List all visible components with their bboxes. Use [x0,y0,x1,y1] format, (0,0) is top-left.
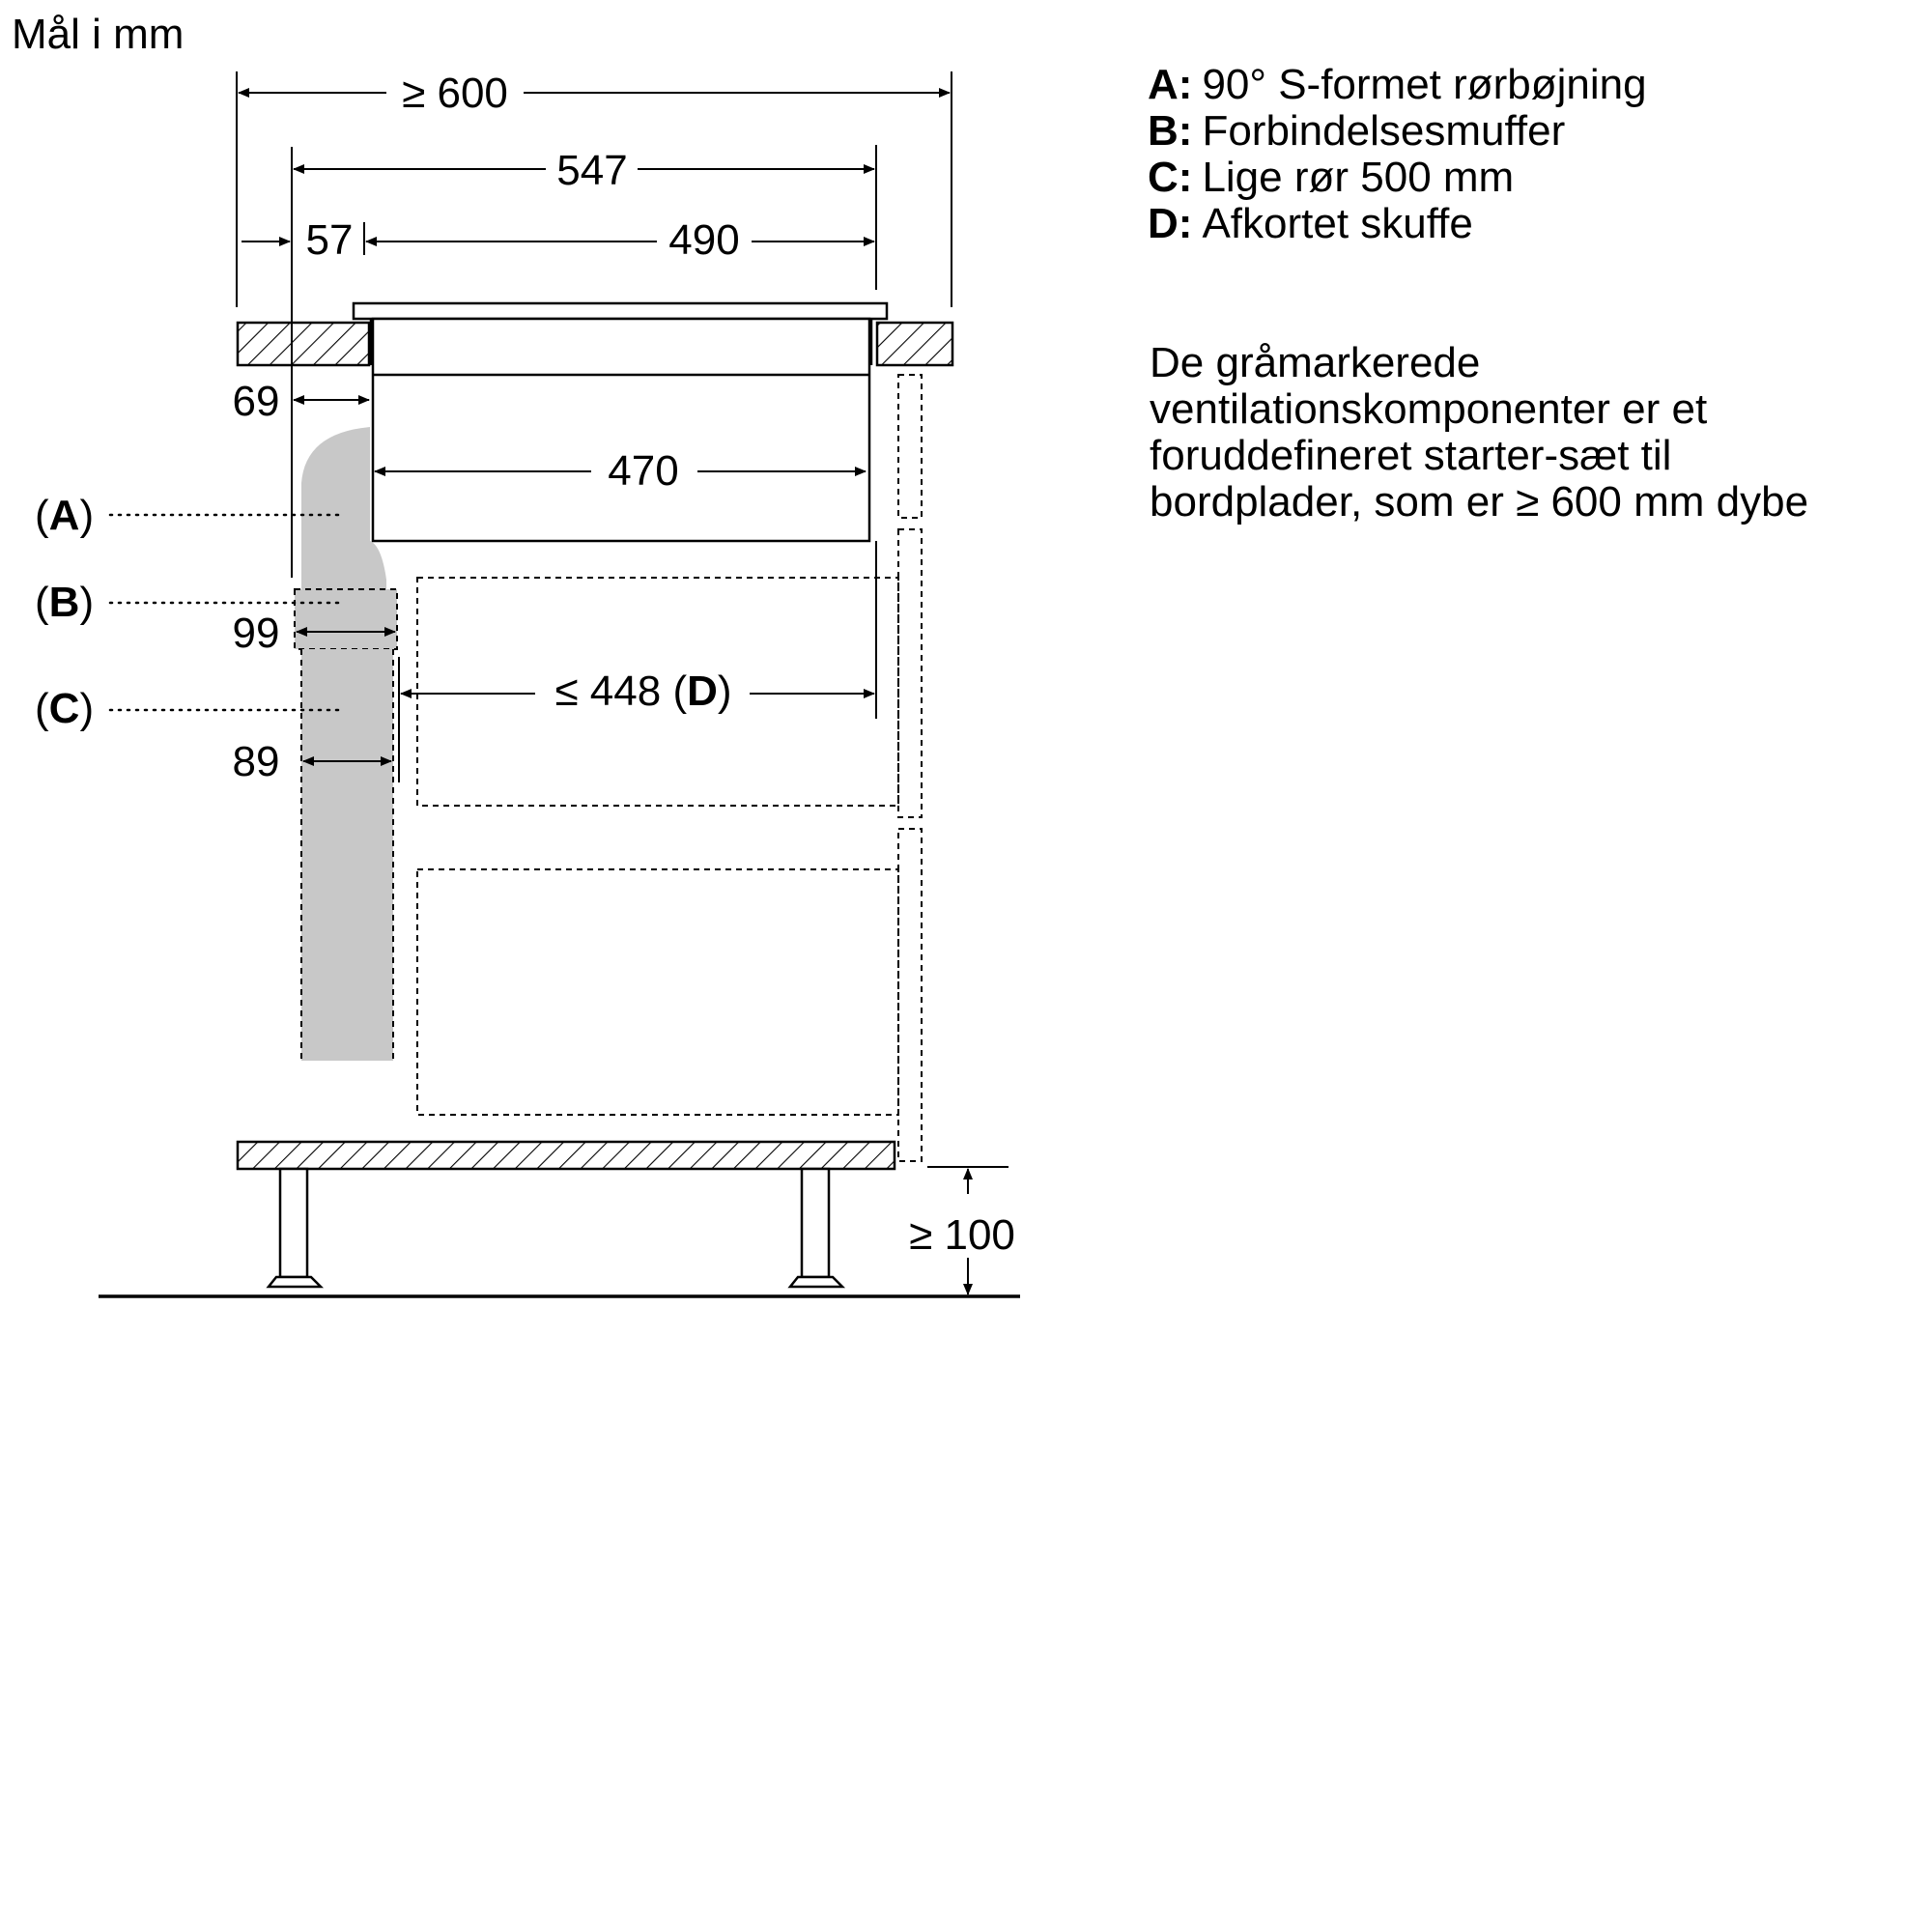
legend-row-d [1148,201,1647,247]
legend-text-a: 90° S-formet rørbøjning [1202,61,1647,108]
dim-57-label: 57 [305,216,354,264]
foot-left [269,1277,321,1287]
cooktop-glass [354,303,887,319]
dim-547-label: 547 [556,147,628,194]
callout-c-key: C [48,685,80,732]
legend-text-c: Lige rør 500 mm [1202,154,1515,201]
dim-448-prefix: ≤ 448 ( [554,668,688,715]
countertop-left [238,323,369,365]
straight-duct [301,649,393,1061]
callout-a-key: A [48,492,80,539]
foot-right [790,1277,842,1287]
dim-448-label [554,668,731,715]
callout-b: (B) [35,579,95,626]
legend-key-b: B: [1148,107,1193,155]
dim-69-label: 69 [232,378,280,425]
dim-99-label: 99 [232,610,280,657]
legend-key-c: C: [1148,154,1193,201]
legend-key-a: A: [1148,61,1193,108]
callout-c: (C) [35,685,95,732]
callout-a: (A) [35,492,95,539]
legend-row-c [1148,155,1647,201]
dim-490-label: 490 [668,216,740,264]
dim-89-label: 89 [232,738,280,785]
note-line-2: ventilationskomponenter er et [1150,385,1708,433]
note-line-4: bordplader, som er ≥ 600 mm dybe [1150,478,1809,526]
dim-448-suffix: ) [717,668,732,715]
units-label: Mål i mm [12,11,185,58]
countertop-right [877,323,952,365]
legend-text-b: Forbindelsesmuffer [1202,107,1566,155]
cabinet-side-2 [898,529,922,817]
cabinet-side-1 [898,375,922,518]
plinth-board [238,1142,895,1169]
legend-text-d: Afkortet skuffe [1202,200,1473,247]
legend-row-b [1148,108,1647,155]
note-line-3: foruddefineret starter-sæt til [1150,432,1672,479]
legend-row-a [1148,62,1647,108]
lower-drawer [417,869,898,1115]
appliance-body [373,319,869,541]
dim-448-key: D [687,668,718,715]
legend-key-d: D: [1148,200,1193,247]
leg-left [280,1169,307,1277]
callout-b-key: B [48,579,80,626]
legend [1148,62,1647,247]
connector-sleeve [295,589,397,649]
note-line-1: De gråmarkerede [1150,339,1481,386]
dim-100-label: ≥ 100 [909,1211,1015,1259]
dim-470-label: 470 [608,447,679,495]
leg-right [802,1169,829,1277]
cabinet-side-3 [898,829,922,1161]
starter-set-note [1150,340,1922,526]
dim-600-label: ≥ 600 [402,70,508,117]
